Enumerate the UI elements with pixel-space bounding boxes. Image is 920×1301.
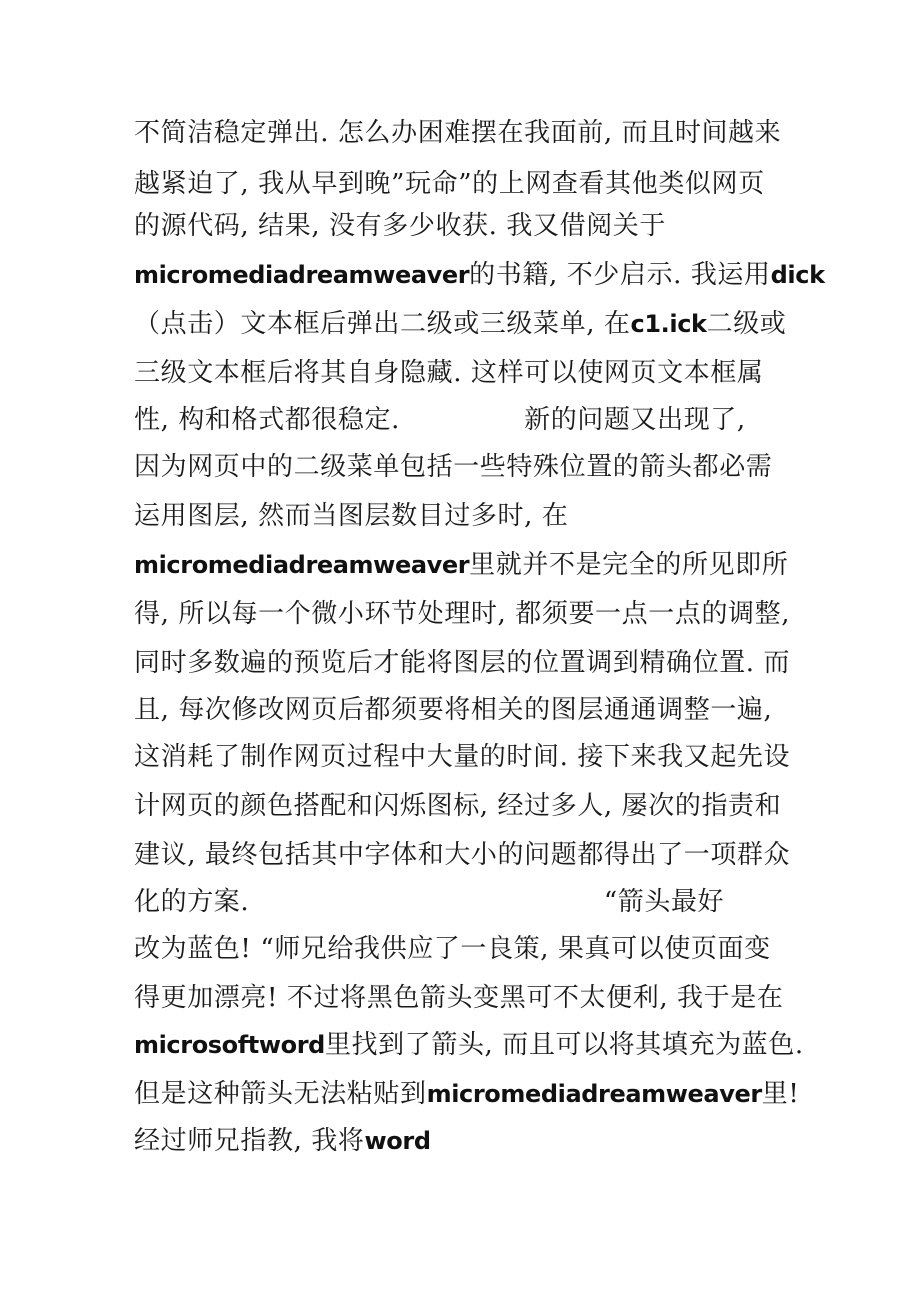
text-run: 且, 每次修改网页后都须要将相关的图层通通调整一遍, [134,695,773,725]
text-line [134,169,765,199]
text-run: 建议, 最终包括其中字体和大小的问题都得出了一项群众 [134,840,791,870]
text-line [134,983,783,1013]
text-line [134,840,790,870]
text-run: 计网页的颜色搭配和闪烁图标, 经过多人, 屡次的指责和 [134,791,782,821]
bold-term: word [364,1127,431,1155]
text-run: 经过师兄指教, 我将 [134,1126,365,1156]
text-line [134,695,772,725]
text-line [134,211,666,241]
bold-term: microsoftword [134,1031,325,1059]
text-run: 里就并不是完全的所见即所 [469,550,789,580]
bold-term: micromediadreamweaver [134,261,470,289]
bold-term: micromediadreamweaver [426,1080,762,1108]
text-line [134,742,790,772]
text-run: 得更加漂亮! 不过将黑色箭头变黑可不太便利, 我于是在 [134,983,784,1013]
bold-term: micromediadreamweaver [134,551,470,579]
text-line [134,887,724,917]
text-run: 里! [761,1079,800,1109]
text-line [134,452,772,482]
text-line [134,260,825,290]
text-line [134,358,764,388]
text-line [134,405,746,435]
text-line [134,1079,799,1109]
text-line [134,791,781,821]
text-run: 但是这种箭头无法粘贴到 [134,1079,427,1109]
text-run: 越紧迫了, 我从早到晚”玩命”的上网查看其他类似网页 [134,169,765,199]
text-line [134,309,786,339]
text-run: 二级或 [706,309,787,339]
text-run: 改为蓝色! “师兄给我供应了一良策, 果真可以使页面变 [134,934,771,964]
text-line [134,550,788,580]
text-run: 的源代码, 结果, 没有多少收获. 我又借阅关于 [134,211,666,241]
text-run: （点击）文本框后弹出二级或三级菜单, 在 [134,309,631,339]
bold-term: dick [770,261,825,289]
text-run: 同时多数遍的预览后才能将图层的位置调到精确位置. 而 [134,648,791,678]
text-run: 里找到了箭头, 而且可以将其填充为蓝色. [324,1030,804,1060]
text-run: 化的方案. “箭头最好 [134,887,725,917]
text-line [134,118,781,148]
text-run: 的书籍, 不少启示. 我运用 [469,260,771,290]
text-line [134,1126,431,1156]
text-run: 这消耗了制作网页过程中大量的时间. 接下来我又起先设 [134,742,791,772]
text-line [134,648,790,678]
text-run: 得, 所以每一个微小环节处理时, 都须要一点一点的调整, [134,599,791,629]
text-line [134,1030,804,1060]
text-line [134,599,790,629]
text-line [134,934,771,964]
text-run: 性, 构和格式都很稳定. 新的问题又出现了, [134,405,746,435]
text-line [134,501,568,531]
text-run: 因为网页中的二级菜单包括一些特殊位置的箭头都必需 [134,452,773,482]
text-run: 运用图层, 然而当图层数目过多时, 在 [134,501,569,531]
bold-term: c1.ick [630,310,707,338]
text-run: 不简洁稳定弹出. 怎么办困难摆在我面前, 而且时间越来 [134,118,782,148]
text-run: 三级文本框后将其自身隐藏. 这样可以使网页文本框属 [134,358,764,388]
